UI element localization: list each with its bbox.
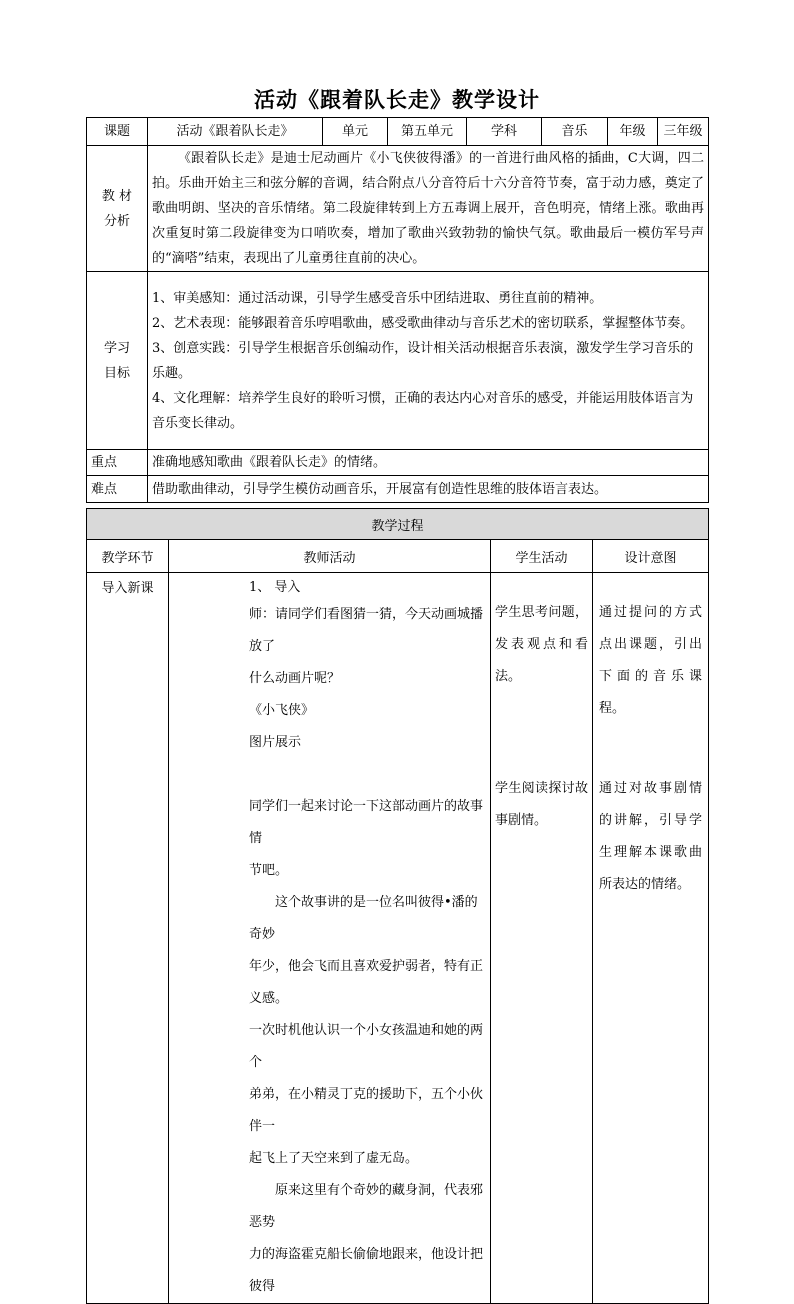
- teacher-line: 年少，他会飞而且喜欢爱护弱者，特有正义感。: [249, 959, 484, 1006]
- teacher-line: 一次时机他认识一个小女孩温迪和她的两个: [249, 1023, 484, 1070]
- goal-item: 4、文化理解：培养学生良好的聆听习惯，正确的表达内心对音乐的感受，并能运用肢体语言为音乐变长律动。: [152, 390, 694, 431]
- document-title: 活动《跟着队长走》教学设计: [254, 88, 540, 112]
- analysis-label-line2: 分析: [103, 213, 130, 229]
- intent-note: 通过对故事剧情的讲解，引导学生理解本课歌曲所表达的情绪。: [599, 781, 703, 892]
- teacher-line: 图片展示: [249, 735, 302, 750]
- unit-label: 单元: [323, 118, 388, 146]
- stage-name: 导入新课: [87, 573, 169, 1304]
- process-header: 教学过程: [87, 509, 709, 540]
- unit-value: 第五单元: [388, 118, 467, 146]
- topic-value: 活动《跟着队长走》: [148, 118, 323, 146]
- column-header: 学生活动: [491, 540, 593, 573]
- column-header: 设计意图: [593, 540, 709, 573]
- intent-note: 通过提问的方式点出课题，引出下面的音乐课程。: [599, 605, 703, 716]
- grade-label: 年级: [608, 118, 658, 146]
- student-note: 学生思考问题，发表观点和看法。: [495, 605, 588, 684]
- teacher-line: 弟弟，在小精灵丁克的援助下，五个小伙伴一: [249, 1087, 484, 1134]
- key-point-label: 重点: [87, 450, 148, 476]
- goals-list: [148, 272, 709, 450]
- analysis-label-line1: 教 材: [101, 188, 133, 204]
- teacher-line: 这个故事讲的是一位名叫彼得•潘的奇妙: [249, 895, 478, 942]
- design-intent: [593, 573, 709, 1304]
- column-header: 教学环节: [87, 540, 169, 573]
- goals-label-line1: 学习: [103, 340, 130, 356]
- column-header: 教师活动: [169, 540, 491, 573]
- key-point-text: 准确地感知歌曲《跟着队长走》的情绪。: [148, 450, 709, 476]
- analysis-text: 《跟着队长走》是迪士尼动画片《小飞侠彼得潘》的一首进行曲风格的插曲，C大调，四二拍。乐曲开始主三和弦分解的音调，结合附点八分音符后十六分音符节奏，富于动力感，奠定了歌曲明朗、坚决的音乐情绪。第二段旋律转到上方五毒调上展开，音色明亮，情绪上涨。歌曲再次重复时第二段旋律变为口哨吹奏，增加了歌曲兴致勃勃的愉快气氛。歌曲最后一模仿军号声的“滴嗒”结束，表现出了儿童勇往直前的决心。: [148, 146, 709, 272]
- teacher-line: [249, 759, 486, 791]
- teacher-activity: [169, 573, 491, 1304]
- teacher-line: 节吧。: [249, 863, 289, 878]
- teacher-line: 原来这里有个奇妙的藏身洞，代表邪恶势: [249, 1183, 484, 1230]
- student-note: 学生阅读探讨故事剧情。: [495, 781, 588, 828]
- goal-item: 2、艺术表现：能够跟着音乐哼唱歌曲，感受歌曲律动与音乐艺术的密切联系，掌握整体节奏。: [152, 315, 694, 331]
- teacher-line: 起飞上了天空来到了虚无岛。: [249, 1151, 419, 1166]
- goals-label: [87, 272, 148, 450]
- grade-value: 三年级: [658, 118, 709, 146]
- process-table: [86, 508, 709, 1304]
- teacher-line: 力的海盗霍克船长偷偷地跟来，他设计把彼得: [249, 1247, 484, 1294]
- student-activity: [491, 573, 593, 1304]
- subject-value: 音乐: [542, 118, 608, 146]
- teacher-line: 《小飞侠》: [249, 703, 315, 718]
- teacher-line: 什么动画片呢？: [249, 671, 341, 686]
- info-table: [86, 117, 709, 503]
- goal-item: 1、审美感知：通过活动课，引导学生感受音乐中团结进取、勇往直前的精神。: [152, 290, 603, 306]
- difficulty-text: 借助歌曲律动，引导学生模仿动画音乐，开展富有创造性思维的肢体语言表达。: [148, 476, 709, 503]
- difficulty-label: 难点: [87, 476, 148, 503]
- goal-item: 3、创意实践：引导学生根据音乐创编动作，设计相关活动根据音乐表演，激发学生学习音乐的乐趣。: [152, 340, 694, 381]
- teacher-line: 同学们一起来讨论一下这部动画片的故事情: [249, 799, 484, 846]
- topic-label: 课题: [87, 118, 148, 146]
- analysis-label: [87, 146, 148, 272]
- subject-label: 学科: [467, 118, 542, 146]
- teacher-line: 1、 导入: [249, 580, 301, 595]
- goals-label-line2: 目标: [103, 365, 130, 381]
- teacher-line: 师：请同学们看图猜一猜，今天动画城播放了: [249, 607, 484, 654]
